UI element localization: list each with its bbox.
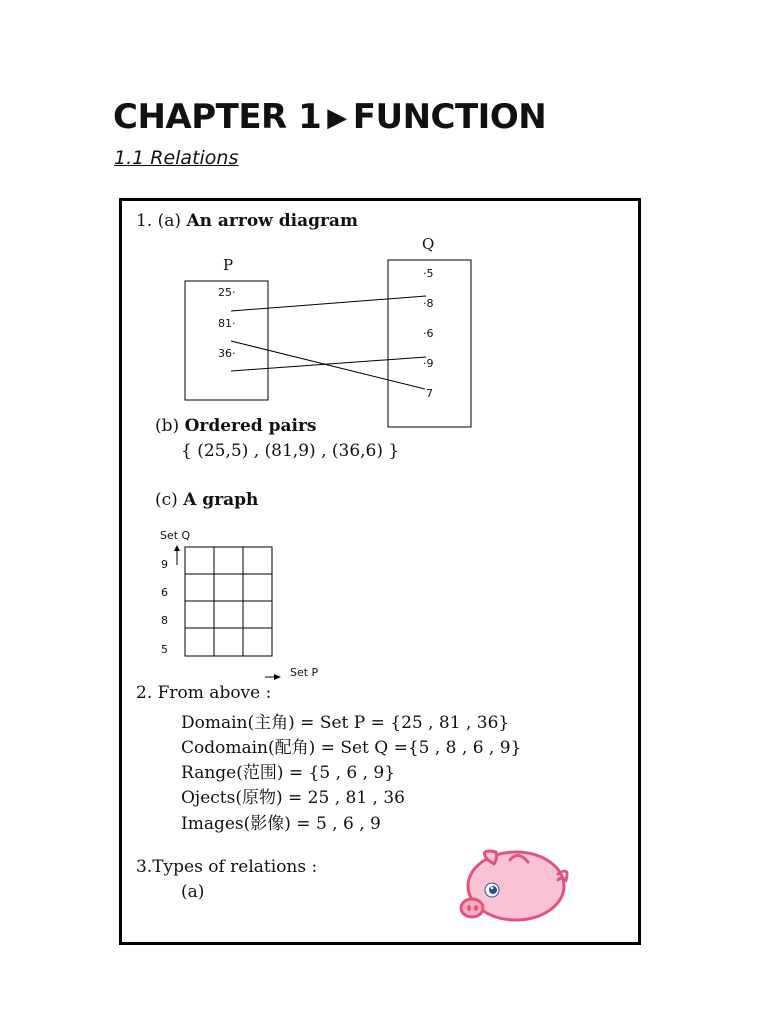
q-element: 7 <box>426 387 433 400</box>
p-element: 81· <box>218 317 236 330</box>
part1-heading-text: An arrow diagram <box>186 211 358 231</box>
chapter-number: CHAPTER 1 <box>113 97 322 137</box>
p-element: 25· <box>218 286 236 299</box>
part1c-text: A graph <box>183 490 259 510</box>
part1b-text: Ordered pairs <box>184 416 317 436</box>
definition-line: Codomain(配角) = Set Q ={5 , 8 , 6 , 9} <box>181 738 522 758</box>
definition-line: Range(范围) = {5 , 6 , 9} <box>181 763 396 783</box>
definition-line: Ojects(原物) = 25 , 81 , 36 <box>181 788 405 808</box>
part1-number: 1. (a) <box>136 211 187 231</box>
definition-line: Domain(主角) = Set P = {25 , 81 , 36} <box>181 713 510 733</box>
q-element: ·8 <box>423 297 434 310</box>
chapter-name: FUNCTION <box>352 97 547 137</box>
x-axis-label: Set P <box>290 666 319 679</box>
section-title: 1.1 Relations <box>114 147 239 169</box>
y-tick: 5 <box>161 643 168 656</box>
ordered-pairs: { (25,5) , (81,9) , (36,6) } <box>181 441 400 461</box>
q-element: ·9 <box>423 357 434 370</box>
part3-sub: (a) <box>181 882 205 902</box>
part1b-label: (b) <box>155 416 185 436</box>
q-element: ·5 <box>423 267 434 280</box>
part2-heading: 2. From above : <box>136 683 272 703</box>
p-element: 36· <box>218 347 236 360</box>
pig-illustration <box>458 846 574 926</box>
y-axis-arrow-head <box>174 545 180 551</box>
part3-heading: 3.Types of relations : <box>136 857 318 877</box>
y-tick: 8 <box>161 614 168 627</box>
y-tick: 9 <box>161 558 168 571</box>
q-element: ·6 <box>423 327 434 340</box>
part1c-label: (c) <box>155 490 184 510</box>
set-p-label: P <box>223 256 234 274</box>
definition-line: Images(影像) = 5 , 6 , 9 <box>181 814 381 834</box>
y-tick: 6 <box>161 586 168 599</box>
graph-grid <box>185 547 272 656</box>
x-axis-arrow-head <box>274 674 281 680</box>
play-arrow-icon: ▶ <box>327 103 347 133</box>
y-axis-label: Set Q <box>160 529 191 542</box>
set-q-label: Q <box>422 235 435 253</box>
